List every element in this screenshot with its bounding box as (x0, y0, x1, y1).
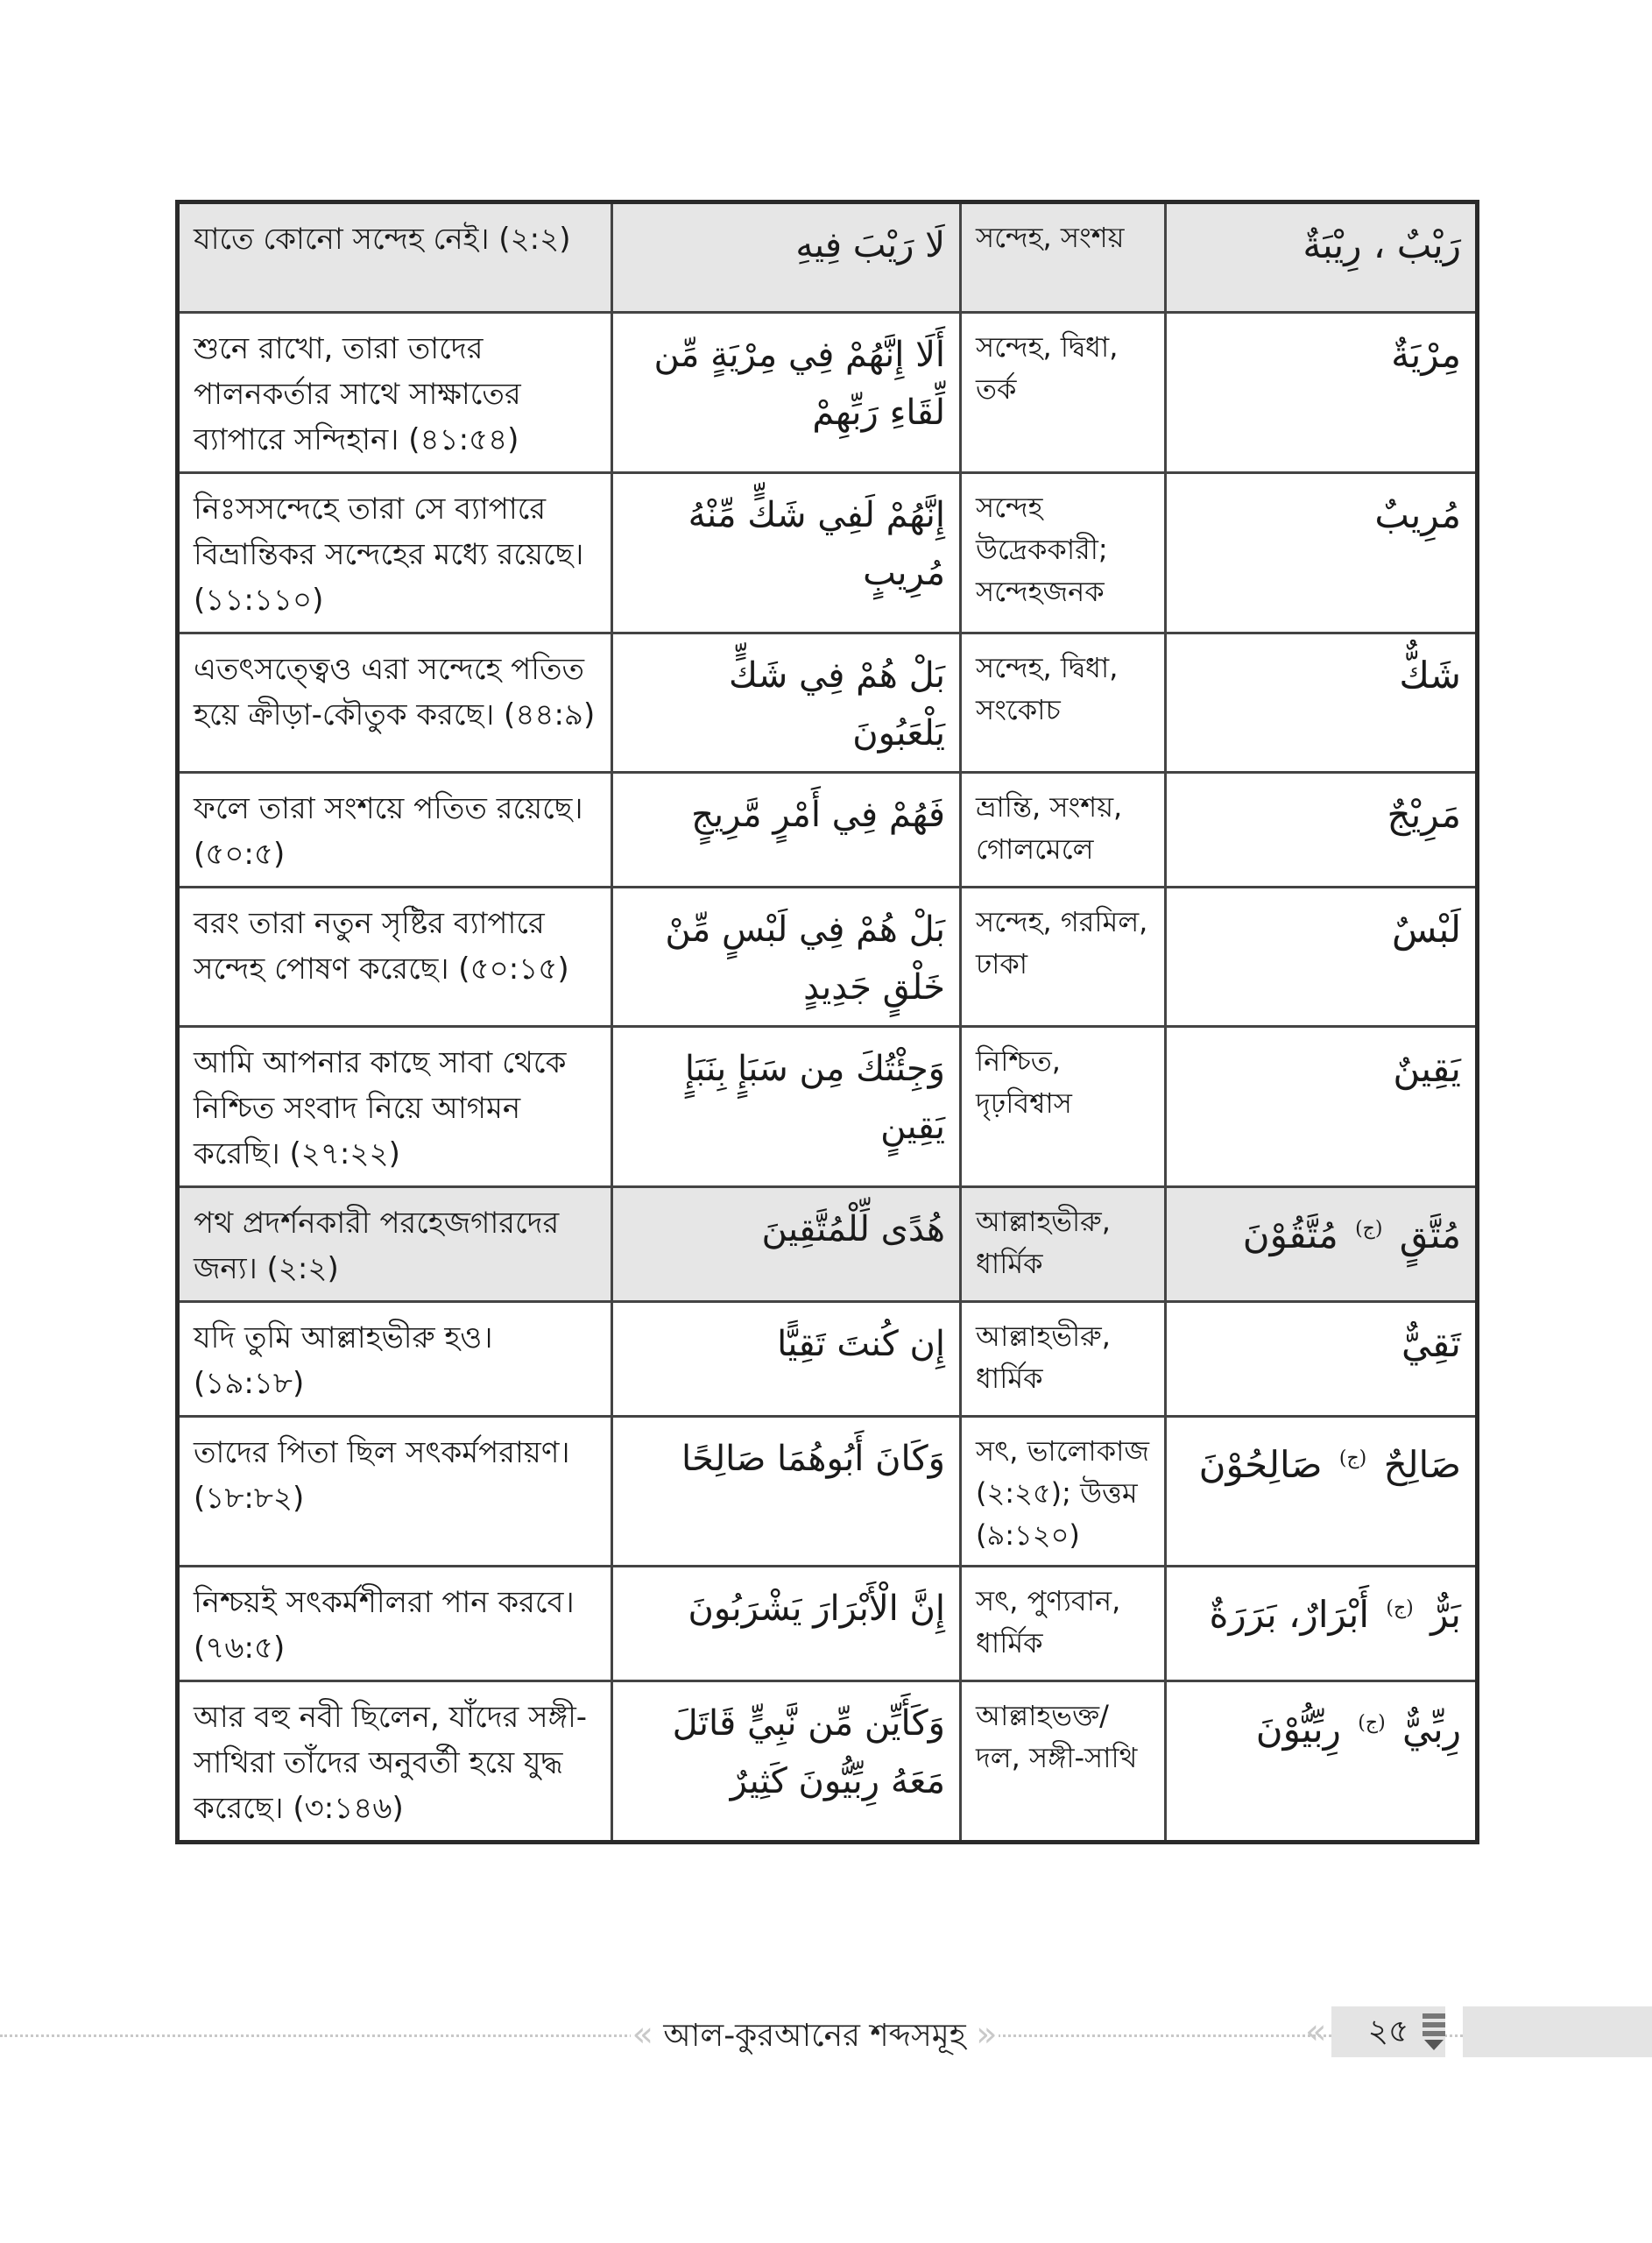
arabic-word-cell (1166, 773, 1478, 888)
arabic-word-cell (1166, 1302, 1478, 1417)
book-logo-icon (1417, 2010, 1452, 2054)
arabic-plural: مُتَّقُوْنَ (1242, 1213, 1338, 1256)
meaning-cell: ভ্রান্তি, সংশয়, গোলমেলে (961, 773, 1166, 888)
table-row (178, 773, 1478, 888)
right-chevron-icon: » (976, 2014, 998, 2055)
arabic-word-cell (1166, 888, 1478, 1027)
table-row (178, 1302, 1478, 1417)
verse-cell: إِنَّ الْأَبْرَارَ يَشْرَبُونَ (612, 1567, 961, 1681)
page-number-tab (1305, 2006, 1652, 2063)
table-row (178, 1187, 1478, 1302)
meaning-cell: আল্লাহভক্ত/ দল, সঙ্গী-সাথি (961, 1681, 1166, 1843)
verse-cell: هُدًى لِّلْمُتَّقِينَ (612, 1187, 961, 1302)
page-tab-bar (1463, 2006, 1652, 2057)
plural-marker: (ج) (1338, 1447, 1367, 1469)
arabic-word-cell (1166, 313, 1478, 473)
verse-cell: إِنَّهُمْ لَفِي شَكٍّ مِّنْهُ مُرِيبٍ (612, 473, 961, 633)
table-row (178, 1417, 1478, 1567)
arabic-word-cell (1166, 202, 1478, 313)
translation-cell: বরং তারা নতুন সৃষ্টির ব্যাপারে সন্দেহ পোষণ করেছে। (৫০:১৫) (178, 888, 612, 1027)
arabic-word: مَرِيْجٌ (1387, 793, 1461, 836)
translation-cell: আর বহু নবী ছিলেন, যাঁদের সঙ্গী-সাথিরা তাঁদের অনুবর্তী হয়ে যুদ্ধ করেছে। (৩:১৪৬) (178, 1681, 612, 1843)
arabic-plural: أَبْرَارٌ، بَرَرَةٌ (1209, 1593, 1370, 1636)
arabic-word: بَرٌّ (1430, 1593, 1461, 1636)
verse-cell: بَلْ هُمْ فِي شَكٍّ يَلْعَبُونَ (612, 633, 961, 773)
meaning-cell: আল্লাহভীরু, ধার্মিক (961, 1302, 1166, 1417)
verse-cell: أَلَا إِنَّهُمْ فِي مِرْيَةٍ مِّن لِّقَاءِ رَبِّهِمْ (612, 313, 961, 473)
plural-marker: (ج) (1355, 1218, 1383, 1240)
translation-cell: যদি তুমি আল্লাহভীরু হও।(১৯:১৮) (178, 1302, 612, 1417)
arabic-word-cell (1166, 1417, 1478, 1567)
table-row (178, 1567, 1478, 1681)
verse-cell: بَلْ هُمْ فِي لَبْسٍ مِّنْ خَلْقٍ جَدِيدٍ (612, 888, 961, 1027)
table-row (178, 633, 1478, 773)
meaning-cell: সৎ, ভালোকাজ (২:২৫); উত্তম (৯:১২০) (961, 1417, 1166, 1567)
plural-marker: (ج) (1358, 1712, 1386, 1734)
arabic-word-cell (1166, 1027, 1478, 1187)
verse-cell: وَكَانَ أَبُوهُمَا صَالِحًا (612, 1417, 961, 1567)
arabic-word: تَقِيٌّ (1401, 1322, 1461, 1365)
table-row (178, 473, 1478, 633)
translation-cell: এতৎসত্ত্বেও এরা সন্দেহে পতিত হয়ে ক্রীড়া-কৌতুক করছে। (৪৪:৯) (178, 633, 612, 773)
arabic-word-cell (1166, 1567, 1478, 1681)
arabic-word: رَيْبٌ ، رِيْبَةٌ (1303, 223, 1461, 266)
meaning-cell: সন্দেহ, দ্বিধা, সংকোচ (961, 633, 1166, 773)
left-chevron-icon: « (632, 2014, 653, 2055)
verse-cell: لَا رَيْبَ فِيهِ (612, 202, 961, 313)
translation-cell: আমি আপনার কাছে সাবা থেকে নিশ্চিত সংবাদ নিয়ে আগমন করেছি। (২৭:২২) (178, 1027, 612, 1187)
plural-marker: (ج) (1386, 1597, 1414, 1619)
vocabulary-table-body (178, 202, 1478, 1843)
arabic-plural: صَالِحُوْنَ (1198, 1443, 1323, 1486)
translation-cell: তাদের পিতা ছিল সৎকর্মপরায়ণ। (১৮:৮২) (178, 1417, 612, 1567)
verse-cell: فَهُمْ فِي أَمْرٍ مَّرِيجٍ (612, 773, 961, 888)
translation-cell: নিশ্চয়ই সৎকর্মশীলরা পান করবে। (৭৬:৫) (178, 1567, 612, 1681)
translation-cell: পথ প্রদর্শনকারী পরহেজগারদের জন্য। (২:২) (178, 1187, 612, 1302)
arabic-word: يَقِينٌ (1393, 1047, 1461, 1090)
translation-cell: ফলে তারা সংশয়ে পতিত রয়েছে। (৫০:৫) (178, 773, 612, 888)
arabic-word: شَكٌّ (1399, 654, 1461, 697)
meaning-cell: আল্লাহভীরু, ধার্মিক (961, 1187, 1166, 1302)
arabic-word: صَالِحٌ (1383, 1443, 1461, 1486)
translation-cell: নিঃসসন্দেহে তারা সে ব্যাপারে বিভ্রান্তিকর সন্দেহের মধ্যে রয়েছে। (১১:১১০) (178, 473, 612, 633)
translation-cell: যাতে কোনো সন্দেহ নেই। (২:২) (178, 202, 612, 313)
meaning-cell: সৎ, পুণ্যবান, ধার্মিক (961, 1567, 1166, 1681)
footer-book-title-box (631, 2009, 999, 2060)
verse-cell: وَجِئْتُكَ مِن سَبَإٍ بِنَبَإٍ يَقِينٍ (612, 1027, 961, 1187)
table-row (178, 1027, 1478, 1187)
arabic-word-cell (1166, 1187, 1478, 1302)
arabic-word: مُرِيبٌ (1374, 493, 1461, 536)
arabic-plural: رِبِّيُّوْنَ (1255, 1708, 1341, 1751)
meaning-cell: সন্দেহ, দ্বিধা, তর্ক (961, 313, 1166, 473)
arabic-word: رِبِّيٌّ (1402, 1708, 1461, 1751)
table-row (178, 888, 1478, 1027)
arabic-word: لَبْسٌ (1391, 908, 1461, 951)
table-row (178, 313, 1478, 473)
page-number: ২৫ (1331, 2006, 1445, 2057)
meaning-cell: নিশ্চিত, দৃঢ়বিশ্বাস (961, 1027, 1166, 1187)
arabic-word-cell (1166, 473, 1478, 633)
arabic-word: مِرْيَةٌ (1391, 333, 1461, 376)
meaning-cell: সন্দেহ, গরমিল, ঢাকা (961, 888, 1166, 1027)
vocabulary-table (175, 200, 1479, 1844)
table-row (178, 1681, 1478, 1843)
table-row (178, 202, 1478, 313)
page-chevron-icon: « (1305, 2012, 1327, 2052)
arabic-word-cell (1166, 1681, 1478, 1843)
translation-cell: শুনে রাখো, তারা তাদের পালনকর্তার সাথে সাক্ষাতের ব্যাপারে সন্দিহান। (৪১:৫৪) (178, 313, 612, 473)
verse-cell: إِن كُنتَ تَقِيًّا (612, 1302, 961, 1417)
arabic-word: مُتَّقٍ (1399, 1213, 1461, 1256)
footer-book-title: আল-কুরআনের শব্দসমূহ (663, 2018, 966, 2054)
meaning-cell: সন্দেহ, সংশয় (961, 202, 1166, 313)
meaning-cell: সন্দেহ উদ্রেককারী; সন্দেহজনক (961, 473, 1166, 633)
arabic-word-cell (1166, 633, 1478, 773)
verse-cell: وَكَأَيِّن مِّن نَّبِيٍّ قَاتَلَ مَعَهُ رِبِّيُّونَ كَثِيرٌ (612, 1681, 961, 1843)
